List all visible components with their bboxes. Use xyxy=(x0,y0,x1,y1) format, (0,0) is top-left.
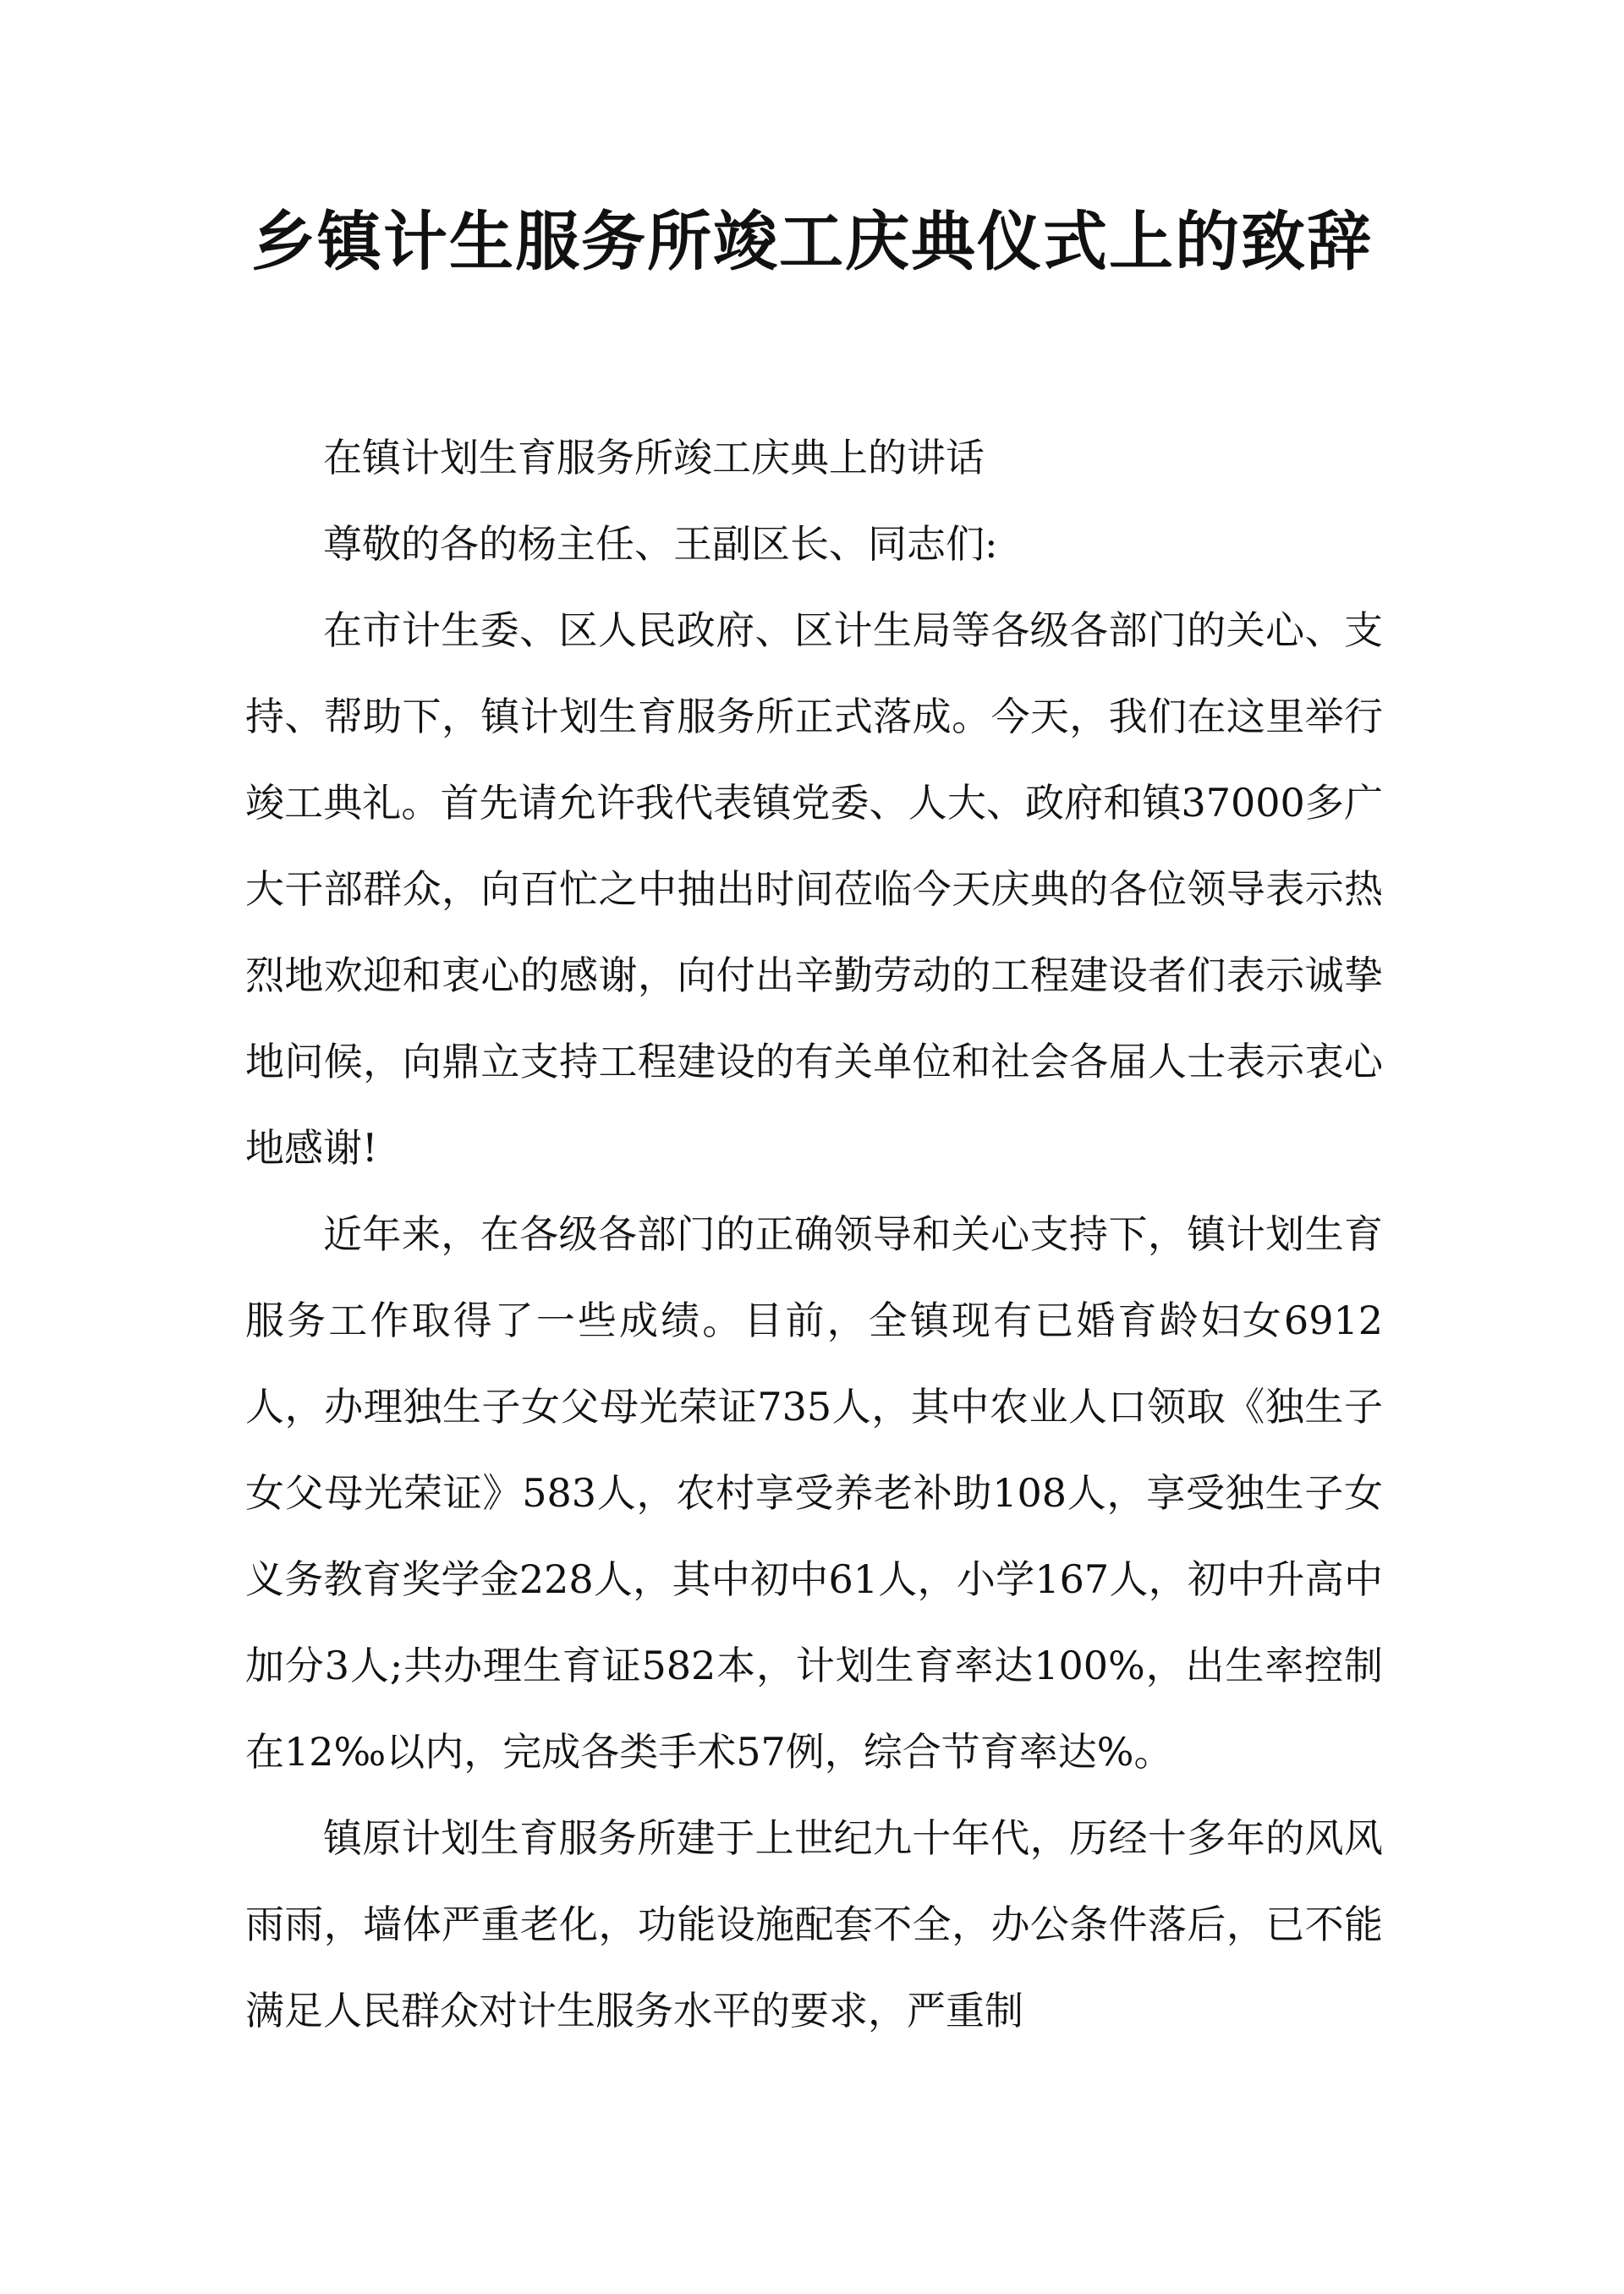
body-paragraph: 镇原计划生育服务所建于上世纪九十年代，历经十多年的风风雨雨，墙体严重老化，功能设施配套不全，办公条件落后，已不能满足人民群众对计生服务水平的要求，严重制 xyxy=(245,1815,1383,2033)
document-body xyxy=(245,414,1383,2054)
document-title: 乡镇计生服务所竣工庆典仪式上的致辞 xyxy=(251,204,1373,279)
body-paragraph: 近年来，在各级各部门的正确领导和关心支持下，镇计划生育服务工作取得了一些成绩。目前，全镇现有已婚育龄妇女6912人，办理独生子女父母光荣证735人，其中农业人口领取《独生子女父母光荣证》583人，农村享受养老补助108人，享受独生子女义务教育奖学金228人，其中初中61人，小学167人，初中升高中加分3人;共办理生育证582本，计划生育率达100%，出生率控制在12‰以内，完成各类手术57例，综合节育率达%。 xyxy=(245,1211,1383,1775)
speech-heading-paragraph: 在镇计划生育服务所竣工庆典上的讲话 xyxy=(323,435,985,480)
body-paragraph: 在市计生委、区人民政府、区计生局等各级各部门的关心、支持、帮助下，镇计划生育服务所正式落成。今天，我们在这里举行竣工典礼。首先请允许我代表镇党委、人大、政府和镇37000多广大干部群众，向百忙之中抽出时间莅临今天庆典的各位领导表示热烈地欢迎和衷心的感谢，向付出辛勤劳动的工程建设者们表示诚挚地问候，向鼎立支持工程建设的有关单位和社会各届人士表示衷心地感谢! xyxy=(245,607,1383,1171)
salutation-paragraph: 尊敬的各的杨主任、王副区长、同志们: xyxy=(323,521,998,567)
